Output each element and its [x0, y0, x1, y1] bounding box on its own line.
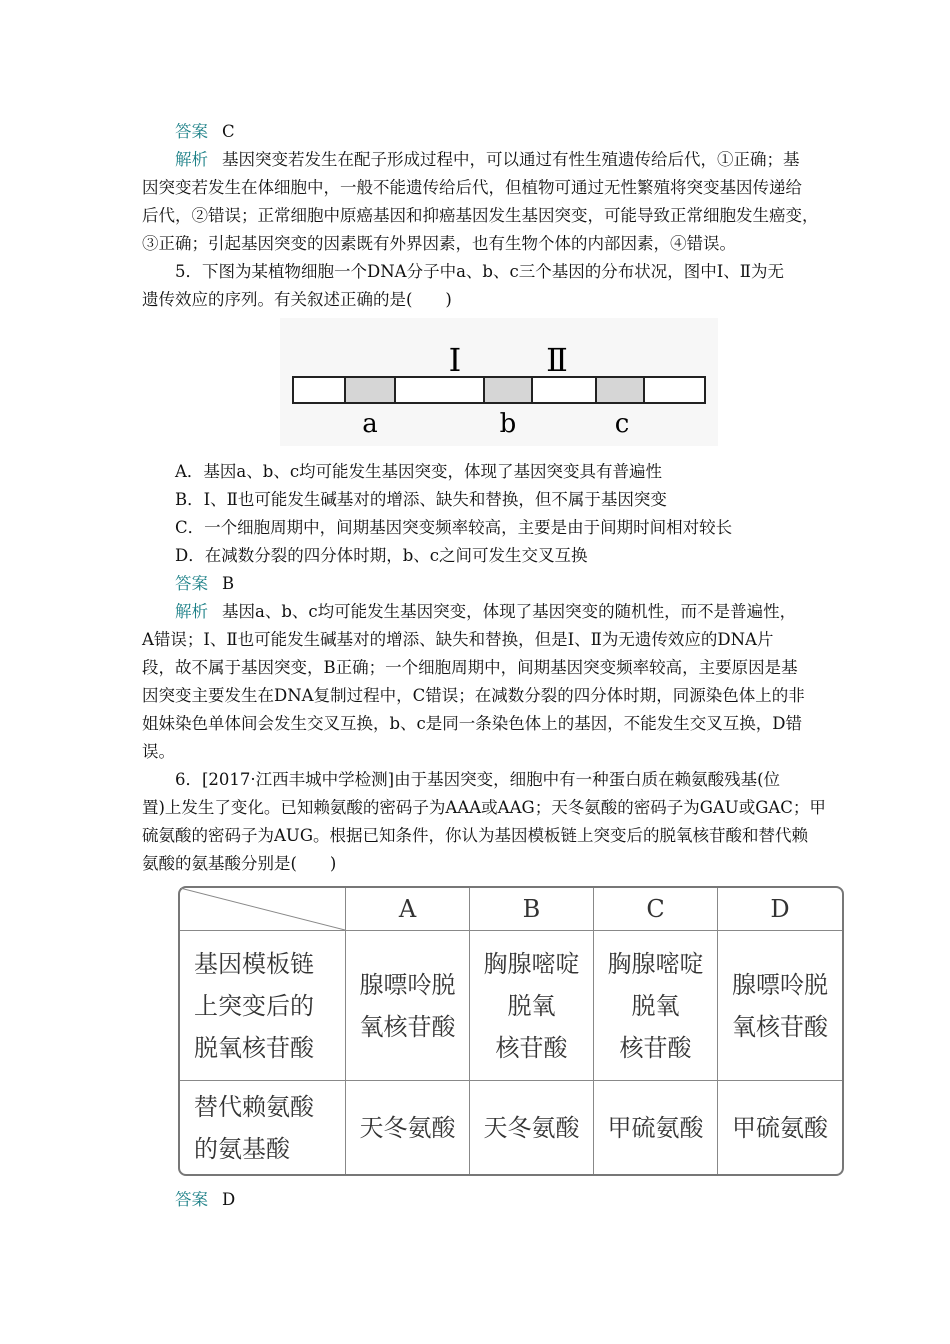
analysis-5-line-1: 解析 基因a、b、c均可能发生基因突变，体现了基因突变的随机性，而不是普遍性， — [175, 602, 797, 621]
row-header-amino-acid: 替代赖氨酸 的氨基酸 — [180, 1081, 346, 1174]
analysis-4-line-4: ③正确；引起基因突变的因素既有外界因素，也有生物个体的内部因素，④错误。 — [142, 234, 736, 253]
option-b: B．Ⅰ、Ⅱ也可能发生碱基对的增添、缺失和替换，但不属于基因突变 — [175, 490, 667, 509]
column-header-d: D — [718, 888, 842, 931]
cell-a-nucleotide: 腺嘌呤脱 氧核苷酸 — [346, 931, 470, 1081]
analysis-5-line-6: 误。 — [142, 742, 175, 761]
table-row-nucleotide — [180, 931, 842, 1081]
option-d: D．在减数分裂的四分体时期，b、c之间可发生交叉互换 — [175, 546, 588, 565]
cell-d-nucleotide: 腺嘌呤脱 氧核苷酸 — [718, 931, 842, 1081]
answer-value: C — [222, 122, 235, 141]
dna-diagram — [280, 318, 718, 446]
roman-one-label: Ⅰ — [448, 341, 462, 379]
column-header-b: B — [470, 888, 594, 931]
cell-d-amino-acid: 甲硫氨酸 — [732, 1113, 828, 1142]
column-header-c: C — [594, 888, 718, 931]
analysis-5-line-2: A错误；Ⅰ、Ⅱ也可能发生碱基对的增添、缺失和替换，但是Ⅰ、Ⅱ为无遗传效应的DNA片 — [142, 630, 774, 649]
analysis-label: 解析 — [175, 602, 208, 621]
option-a: A．基因a、b、c均可能发生基因突变，体现了基因突变具有普遍性 — [175, 462, 663, 481]
answer-value: B — [222, 574, 235, 593]
question-5-line-2: 遗传效应的序列。有关叙述正确的是( ) — [142, 290, 452, 309]
roman-two-label: Ⅱ — [546, 341, 568, 379]
row-header-nucleotide: 基因模板链 上突变后的 脱氧核苷酸 — [180, 931, 346, 1081]
diagonal-header-cell — [180, 888, 346, 931]
option-c: C．一个细胞周期中，间期基因突变频率较高，主要是由于间期时间相对较长 — [175, 518, 733, 537]
answer-5 — [175, 570, 845, 598]
question-5-line-1: 5．下图为某植物细胞一个DNA分子中a、b、c三个基因的分布状况，图中Ⅰ、Ⅱ为无 — [175, 262, 784, 281]
cell-b-nucleotide: 胸腺嘧啶 脱氧 核苷酸 — [470, 931, 594, 1081]
analysis-5-line-5: 姐妹染色单体间会发生交叉互换，b、c是同一条染色体上的基因，不能发生交叉互换，D错 — [142, 714, 803, 733]
answer-label: 答案 — [175, 1190, 208, 1209]
gene-a-label: a — [362, 409, 378, 439]
answer-label: 答案 — [175, 122, 208, 141]
answer-label: 答案 — [175, 574, 208, 593]
answer-value: D — [222, 1190, 236, 1209]
table-header-row — [180, 888, 842, 931]
analysis-5-line-4: 因突变主要发生在DNA复制过程中，C错误；在减数分裂的四分体时期，同源染色体上的非 — [142, 686, 805, 705]
question-6-line-4: 氨酸的氨基酸分别是( ) — [142, 854, 337, 873]
cell-c-nucleotide: 胸腺嘧啶 脱氧 核苷酸 — [594, 931, 718, 1081]
cell-a-amino-acid: 天冬氨酸 — [346, 1081, 470, 1174]
options-table — [178, 886, 844, 1176]
answer-6 — [175, 1186, 845, 1214]
table-row-amino-acid — [180, 1081, 842, 1174]
cell-b-amino-acid: 天冬氨酸 — [470, 1081, 594, 1174]
analysis-label: 解析 — [175, 150, 208, 169]
answer-4 — [175, 118, 845, 146]
gene-a-segment — [345, 377, 395, 403]
gene-b-segment — [484, 377, 532, 403]
analysis-4-line-1: 解析 基因突变若发生在配子形成过程中，可以通过有性生殖遗传给后代，①正确；基 — [175, 150, 800, 169]
cell-c-amino-acid: 甲硫氨酸 — [594, 1081, 718, 1174]
question-6-line-1: 6．[2017·江西丰城中学检测]由于基因突变，细胞中有一种蛋白质在赖氨酸残基(位 — [175, 770, 781, 789]
analysis-4-line-3: 后代，②错误；正常细胞中原癌基因和抑癌基因发生基因突变，可能导致正常细胞发生癌变， — [142, 206, 819, 225]
question-6-line-3: 硫氨酸的密码子为AUG。根据已知条件，你认为基因模板链上突变后的脱氧核苷酸和替代赖 — [142, 826, 809, 845]
gene-b-label: b — [499, 409, 517, 439]
analysis-4-line-2: 因突变若发生在体细胞中，一般不能遗传给后代，但植物可通过无性繁殖将突变基因传递给 — [142, 178, 802, 197]
column-header-a: A — [346, 888, 470, 931]
dna-gene-figure — [280, 318, 718, 446]
question-6-line-2: 置)上发生了变化。已知赖氨酸的密码子为AAA或AAG；天冬氨酸的密码子为GAU或GAC；甲 — [142, 798, 826, 817]
gene-c-segment — [596, 377, 644, 403]
gene-c-label: c — [614, 409, 630, 439]
analysis-5-line-3: 段，故不属于基因突变，B正确；一个细胞周期中，间期基因突变频率较高，主要原因是基 — [142, 658, 798, 677]
